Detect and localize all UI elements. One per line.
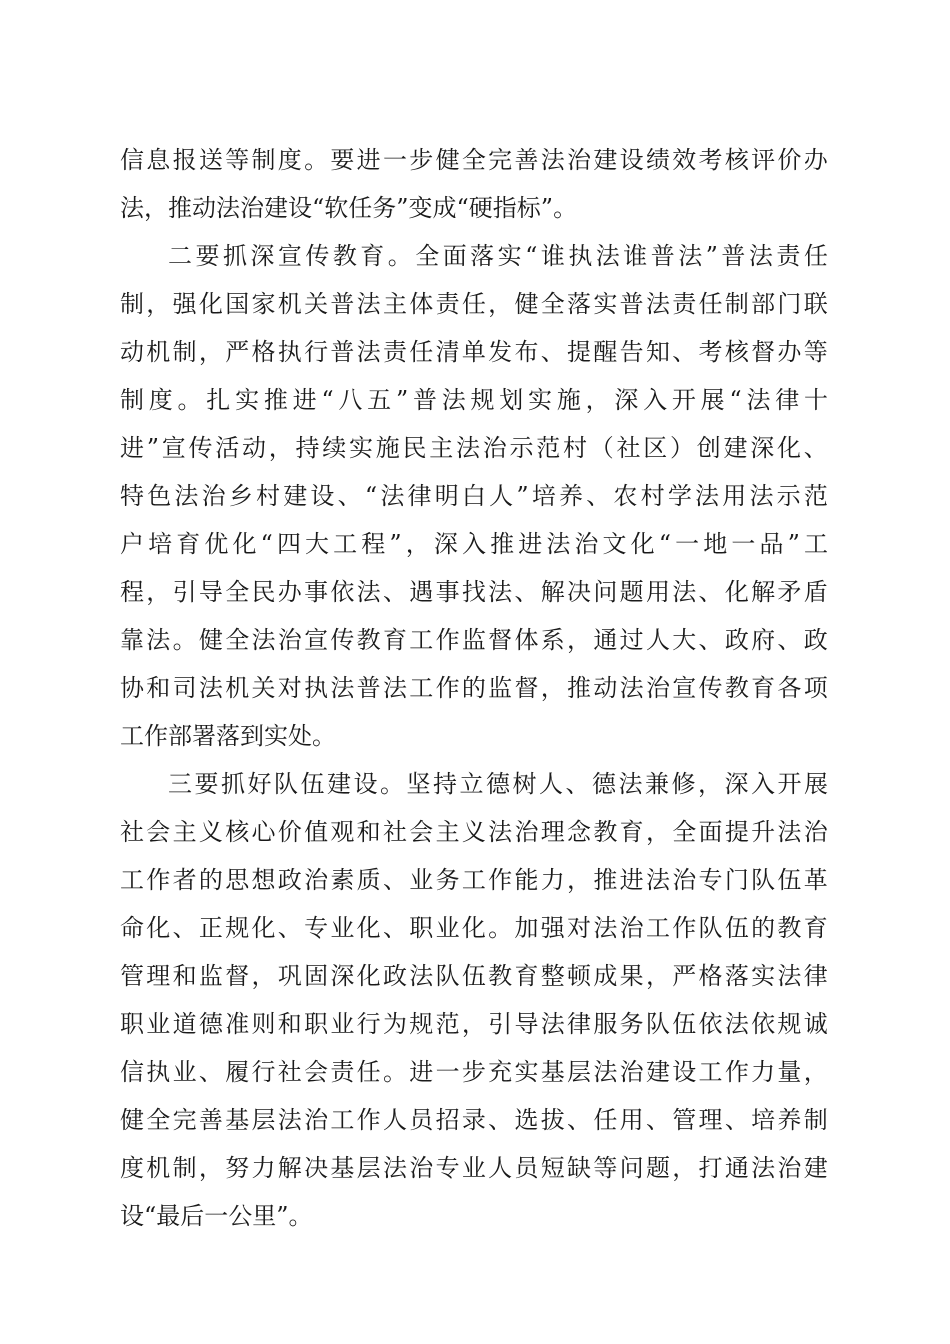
text-line: 进 ” 宣 传 活 动 ， 持 续 实 施 民 主 法 治 示 范 村 （ 社 区 ） 创 建 深 化 、 bbox=[120, 434, 828, 462]
text-line: 信 息 报 送 等 制 度 。 要 进 一 步 健 全 完 善 法 治 建 设 绩 效 考 核 评 价 办 bbox=[120, 146, 828, 174]
text-line: 工作部署落到实处。 bbox=[120, 722, 336, 750]
text-line: 信 执 业 、 履 行 社 会 责 任 。 进 一 步 充 实 基 层 法 治 建 设 工 作 力 量 ， bbox=[120, 1058, 828, 1086]
text-line: 法，推动法治建设“软任务”变成“硬指标”。 bbox=[120, 194, 578, 222]
paragraph-p2 bbox=[120, 232, 828, 760]
text-line: 动 机 制 ， 严 格 执 行 普 法 责 任 清 单 发 布 、 提 醒 告 知 、 考 核 督 办 等 bbox=[120, 338, 828, 366]
text-line: 特 色 法 治 乡 村 建 设 、 “ 法 律 明 白 人 ” 培 养 、 农 村 学 法 用 法 示 范 bbox=[120, 482, 828, 510]
text-line: 靠 法 。 健 全 法 治 宣 传 教 育 工 作 监 督 体 系 ， 通 过 人 大 、 政 府 、 政 bbox=[120, 626, 828, 654]
text-line: 二 要 抓 深 宣 传 教 育 。 全 面 落 实 “ 谁 执 法 谁 普 法 ” 普 法 责 任 bbox=[168, 242, 828, 270]
text-line: 社 会 主 义 核 心 价 值 观 和 社 会 主 义 法 治 理 念 教 育 ， 全 面 提 升 法 治 bbox=[120, 818, 828, 846]
text-line: 程 ， 引 导 全 民 办 事 依 法 、 遇 事 找 法 、 解 决 问 题 用 法 、 化 解 矛 盾 bbox=[120, 578, 828, 606]
text-line: 三 要 抓 好 队 伍 建 设 。 坚 持 立 德 树 人 、 德 法 兼 修 ， 深 入 开 展 bbox=[168, 770, 828, 798]
text-line: 健 全 完 善 基 层 法 治 工 作 人 员 招 录 、 选 拔 、 任 用 、 管 理 、 培 养 制 bbox=[120, 1106, 828, 1134]
text-line: 设“最后一公里”。 bbox=[120, 1202, 313, 1230]
text-line: 协 和 司 法 机 关 对 执 法 普 法 工 作 的 监 督 ， 推 动 法 治 宣 传 教 育 各 项 bbox=[120, 674, 828, 702]
text-line: 管 理 和 监 督 ， 巩 固 深 化 政 法 队 伍 教 育 整 顿 成 果 ， 严 格 落 实 法 律 bbox=[120, 962, 828, 990]
text-line: 命 化 、 正 规 化 、 专 业 化 、 职 业 化 。 加 强 对 法 治 工 作 队 伍 的 教 育 bbox=[120, 914, 828, 942]
text-line: 制 度 。 扎 实 推 进 “ 八 五 ” 普 法 规 划 实 施 ， 深 入 开 展 “ 法 律 十 bbox=[120, 386, 828, 414]
text-line: 度 机 制 ， 努 力 解 决 基 层 法 治 专 业 人 员 短 缺 等 问 题 ， 打 通 法 治 建 bbox=[120, 1154, 828, 1182]
text-line: 户 培 育 优 化 “ 四 大 工 程 ” ， 深 入 推 进 法 治 文 化 “ 一 地 一 品 ” 工 bbox=[120, 530, 828, 558]
text-line: 职 业 道 德 准 则 和 职 业 行 为 规 范 ， 引 导 法 律 服 务 队 伍 依 法 依 规 诚 bbox=[120, 1010, 828, 1038]
paragraph-p1 bbox=[120, 136, 828, 232]
paragraph-p3 bbox=[120, 760, 828, 1240]
text-line: 制 ， 强 化 国 家 机 关 普 法 主 体 责 任 ， 健 全 落 实 普 法 责 任 制 部 门 联 bbox=[120, 290, 828, 318]
document-body bbox=[120, 136, 828, 1240]
text-line: 工 作 者 的 思 想 政 治 素 质 、 业 务 工 作 能 力 ， 推 进 法 治 专 门 队 伍 革 bbox=[120, 866, 828, 894]
